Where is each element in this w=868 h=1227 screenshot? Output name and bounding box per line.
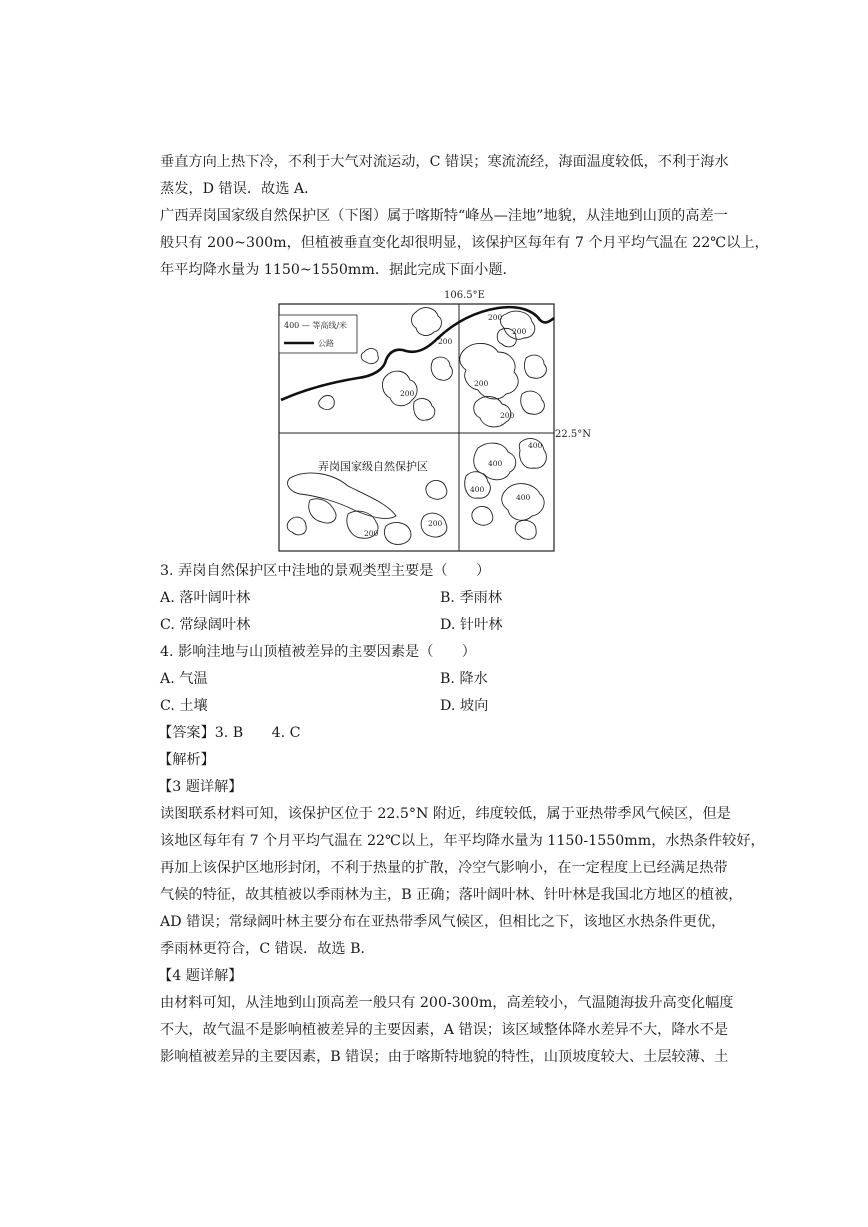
- q4-option-b: B. 降水: [440, 671, 488, 687]
- detail3-line-3: 再加上该保护区地形封闭，不利于热量的扩散，冷空气影响小，在一定程度上已经满足热带: [160, 860, 728, 876]
- detail4-line-1: 由材料可知，从洼地到山顶高差一般只有 200-300m，高差较小，气温随海拔升高变化幅度: [160, 995, 734, 1011]
- q3-option-a: A. 落叶阔叶林: [160, 590, 251, 606]
- q3-stem: 3. 弄岗自然保护区中洼地的景观类型主要是（ ）: [160, 563, 491, 579]
- intro-line-1: 垂直方向上热下冷，不利于大气对流运动，C 错误；寒流流经，海面温度较低，不利于海水: [160, 154, 729, 170]
- legend-contour: 400 — 等高线/米: [284, 321, 348, 330]
- contour-label: 200: [488, 313, 503, 322]
- detail4-line-3: 影响植被差异的主要因素，B 错误；由于喀斯特地貌的特性，山顶坡度较大、土层较薄、土: [160, 1049, 729, 1065]
- latitude-label: 22.5°N: [555, 429, 592, 440]
- longitude-label: 106.5°E: [444, 290, 485, 301]
- contour-label: 200: [474, 379, 489, 388]
- q3-option-d: D. 针叶林: [440, 617, 503, 633]
- contour-label: 400: [488, 459, 503, 468]
- contour-label: 200: [428, 519, 443, 528]
- map-legend: [279, 315, 357, 353]
- detail3-line-6: 季雨林更符合，C 错误．故选 B．: [160, 941, 375, 957]
- contour-label: 200: [364, 529, 379, 538]
- legend-road: 公路: [318, 339, 334, 348]
- contour-label: 200: [500, 411, 515, 420]
- q4-stem: 4. 影响洼地与山顶植被差异的主要因素是（ ）: [160, 644, 476, 660]
- contour-label: 400: [528, 441, 543, 450]
- detail4-line-2: 不大，故气温不是影响植被差异的主要因素，A 错误；该区域整体降水差异不大，降水不是: [160, 1022, 729, 1038]
- detail4-heading: 【4 题详解】: [158, 968, 243, 984]
- passage-line-3: 年平均降水量为 1150~1550mm．据此完成下面小题．: [160, 262, 517, 278]
- passage-line-1: 广西弄岗国家级自然保护区（下图）属于喀斯特“峰丛—洼地”地貌，从洼地到山顶的高差一: [160, 208, 728, 224]
- contour-label: 200: [438, 337, 453, 346]
- detail3-line-2: 该地区每年有 7 个月平均气温在 22℃以上，年平均降水量为 1150-1550mm，水热条件较好，: [160, 833, 765, 849]
- detail3-line-5: AD 错误；常绿阔叶林主要分布在亚热带季风气候区，但相比之下，该地区水热条件更优，: [160, 914, 726, 930]
- q4-option-d: D. 坡向: [440, 698, 489, 714]
- detail3-line-4: 气候的特征，故其植被以季雨林为主，B 正确；落叶阔叶林、针叶林是我国北方地区的植被，: [160, 887, 743, 903]
- contour-label: 200: [400, 389, 415, 398]
- q4-option-a: A. 气温: [160, 671, 208, 687]
- intro-line-2: 蒸发，D 错误．故选 A．: [160, 181, 319, 197]
- detail3-line-1: 读图联系材料可知，该保护区位于 22.5°N 附近，纬度较低，属于亚热带季风气候区，但是: [160, 806, 731, 822]
- analysis-heading: 【解析】: [158, 752, 215, 768]
- detail3-heading: 【3 题详解】: [158, 779, 243, 795]
- q4-option-c: C. 土壤: [160, 698, 208, 714]
- reserve-map: [278, 290, 592, 552]
- passage-line-2: 般只有 200~300m，但植被垂直变化却很明显，该保护区每年有 7 个月平均气温在 22℃以上，: [160, 235, 769, 251]
- answer-line: 【答案】3. B 4. C: [158, 725, 301, 741]
- contour-label: 400: [516, 493, 531, 502]
- contour-label: 200: [512, 327, 527, 336]
- q3-option-b: B. 季雨林: [440, 590, 503, 606]
- q3-option-c: C. 常绿阔叶林: [160, 617, 251, 633]
- area-label: 弄岗国家级自然保护区: [318, 460, 428, 473]
- contour-label: 400: [470, 485, 485, 494]
